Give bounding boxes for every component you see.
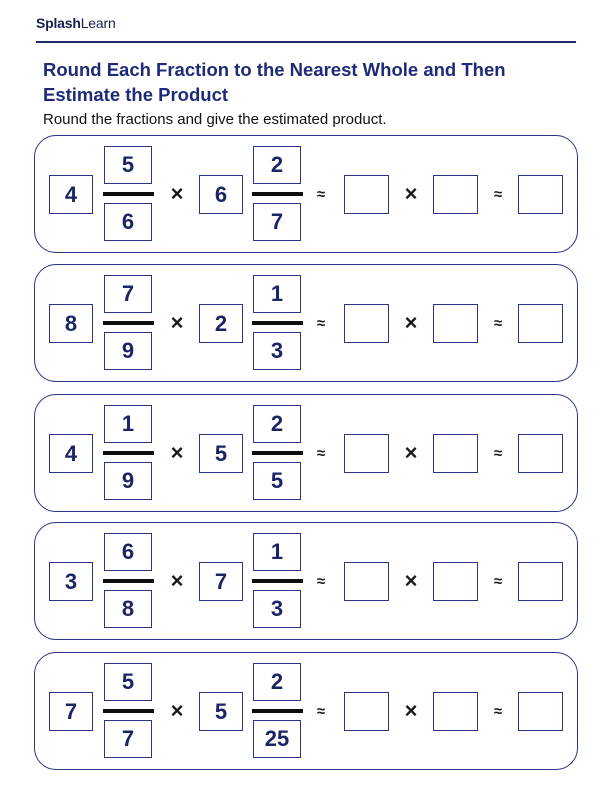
second-denominator: 5 <box>253 462 301 500</box>
second-whole-number: 7 <box>199 562 243 601</box>
multiply-sign: × <box>404 698 418 723</box>
problem-4 <box>34 522 578 640</box>
first-fraction-bar <box>103 321 154 325</box>
approx-sign: ≈ <box>316 703 326 720</box>
worksheet-title: Round Each Fraction to the Nearest Whole and Then Estimate the Product <box>43 59 506 105</box>
rounded-first-answer-box[interactable] <box>344 304 389 343</box>
rounded-second-answer-box[interactable] <box>433 692 478 731</box>
first-denominator: 9 <box>104 332 152 370</box>
multiply-sign: × <box>170 440 184 465</box>
estimated-product-answer-box[interactable] <box>518 175 563 214</box>
second-denominator: 25 <box>253 720 301 758</box>
first-whole-number: 4 <box>49 434 93 473</box>
problem-1 <box>34 135 578 253</box>
brand-name-bold: Splash <box>36 15 81 31</box>
first-denominator: 8 <box>104 590 152 628</box>
header-divider <box>36 41 576 43</box>
second-fraction-bar <box>252 321 303 325</box>
multiply-sign: × <box>170 698 184 723</box>
first-denominator: 6 <box>104 203 152 241</box>
approx-sign: ≈ <box>493 445 503 462</box>
problem-2 <box>34 264 578 382</box>
multiply-sign: × <box>170 310 184 335</box>
rounded-second-answer-box[interactable] <box>433 175 478 214</box>
approx-sign: ≈ <box>316 315 326 332</box>
second-whole-number: 5 <box>199 692 243 731</box>
second-fraction-bar <box>252 709 303 713</box>
first-whole-number: 3 <box>49 562 93 601</box>
rounded-second-answer-box[interactable] <box>433 562 478 601</box>
rounded-first-answer-box[interactable] <box>344 175 389 214</box>
multiply-sign: × <box>404 568 418 593</box>
first-whole-number: 8 <box>49 304 93 343</box>
approx-sign: ≈ <box>493 186 503 203</box>
second-fraction-bar <box>252 579 303 583</box>
first-denominator: 9 <box>104 462 152 500</box>
first-numerator: 5 <box>104 663 152 701</box>
problem-3 <box>34 394 578 512</box>
second-numerator: 1 <box>253 275 301 313</box>
approx-sign: ≈ <box>316 445 326 462</box>
approx-sign: ≈ <box>316 186 326 203</box>
first-whole-number: 7 <box>49 692 93 731</box>
second-denominator: 3 <box>253 590 301 628</box>
first-fraction-bar <box>103 451 154 455</box>
estimated-product-answer-box[interactable] <box>518 434 563 473</box>
second-fraction-bar <box>252 192 303 196</box>
first-numerator: 6 <box>104 533 152 571</box>
estimated-product-answer-box[interactable] <box>518 562 563 601</box>
multiply-sign: × <box>170 568 184 593</box>
first-fraction-bar <box>103 192 154 196</box>
second-numerator: 2 <box>253 663 301 701</box>
first-denominator: 7 <box>104 720 152 758</box>
problem-5 <box>34 652 578 770</box>
worksheet-instructions: Round the fractions and give the estimated product. <box>43 111 387 128</box>
second-fraction-bar <box>252 451 303 455</box>
second-numerator: 2 <box>253 146 301 184</box>
approx-sign: ≈ <box>316 573 326 590</box>
rounded-first-answer-box[interactable] <box>344 562 389 601</box>
first-fraction-bar <box>103 579 154 583</box>
brand-logo <box>36 15 116 31</box>
first-whole-number: 4 <box>49 175 93 214</box>
second-denominator: 3 <box>253 332 301 370</box>
multiply-sign: × <box>404 181 418 206</box>
estimated-product-answer-box[interactable] <box>518 304 563 343</box>
first-numerator: 1 <box>104 405 152 443</box>
second-denominator: 7 <box>253 203 301 241</box>
second-whole-number: 2 <box>199 304 243 343</box>
first-numerator: 5 <box>104 146 152 184</box>
approx-sign: ≈ <box>493 573 503 590</box>
second-numerator: 1 <box>253 533 301 571</box>
second-whole-number: 6 <box>199 175 243 214</box>
multiply-sign: × <box>404 310 418 335</box>
multiply-sign: × <box>170 181 184 206</box>
rounded-first-answer-box[interactable] <box>344 692 389 731</box>
rounded-second-answer-box[interactable] <box>433 434 478 473</box>
approx-sign: ≈ <box>493 315 503 332</box>
second-numerator: 2 <box>253 405 301 443</box>
multiply-sign: × <box>404 440 418 465</box>
rounded-second-answer-box[interactable] <box>433 304 478 343</box>
first-numerator: 7 <box>104 275 152 313</box>
rounded-first-answer-box[interactable] <box>344 434 389 473</box>
first-fraction-bar <box>103 709 154 713</box>
approx-sign: ≈ <box>493 703 503 720</box>
estimated-product-answer-box[interactable] <box>518 692 563 731</box>
brand-name-regular: Learn <box>80 15 116 31</box>
second-whole-number: 5 <box>199 434 243 473</box>
